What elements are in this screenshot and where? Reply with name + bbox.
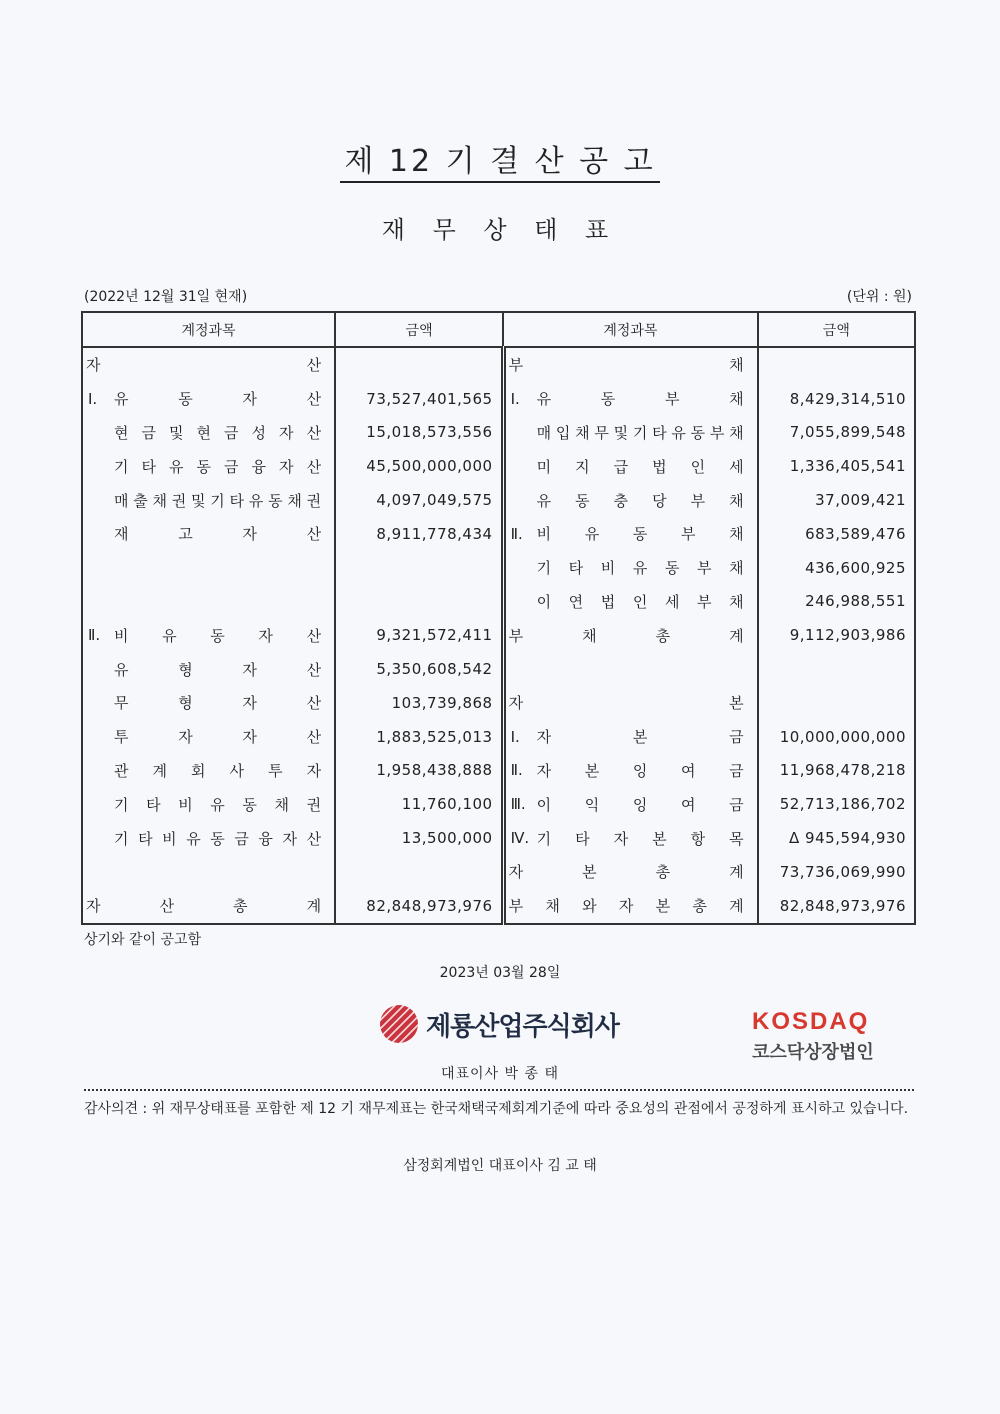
asset-account-cell (82, 686, 335, 720)
amount-cell: 52,713,186,702 (758, 787, 915, 821)
account-label (506, 861, 757, 882)
account-number (83, 423, 114, 441)
liability-equity-account-cell (503, 855, 758, 889)
account-number (506, 423, 537, 441)
amount-cell (335, 585, 503, 619)
table-row (82, 347, 915, 382)
as-of-date: (2022년 12월 31일 현재) (84, 289, 248, 305)
amount-cell: 8,429,314,510 (758, 382, 915, 416)
account-label (506, 726, 757, 747)
asset-account-cell (82, 551, 335, 585)
notice-date: 2023년 03월 28일 (439, 965, 561, 981)
liability-equity-account-cell (503, 416, 758, 450)
account-label (506, 828, 757, 849)
account-name: 미 지 급 법 인 세 (536, 457, 744, 476)
table-row (82, 720, 915, 754)
account-name: 무 형 자 산 (114, 694, 322, 713)
table-row (82, 416, 915, 450)
amount-cell: 37,009,421 (758, 483, 915, 517)
asset-account-cell (82, 585, 335, 619)
account-label (83, 490, 334, 511)
account-name: 유 동 충 당 부 채 (536, 491, 744, 510)
account-label (506, 422, 757, 443)
audit-opinion: 감사의견 : 위 재무상태표를 포함한 제 12 기 재무제표는 한국채택국제회계기준에 따라 중요성의 관점에서 공정하게 표시하고 있습니다. (84, 1101, 909, 1117)
account-name: 부 채 (508, 356, 744, 375)
asset-account-cell (82, 416, 335, 450)
account-name: 비 유 동 자 산 (114, 626, 322, 645)
amount-cell: 11,968,478,218 (758, 754, 915, 788)
account-label (83, 828, 334, 849)
asset-account-cell (82, 720, 335, 754)
table-row (82, 382, 915, 416)
account-number (506, 559, 537, 577)
liability-equity-account-cell (503, 821, 758, 855)
account-name: 매 출 채 권 및 기 타 유 동 채 권 (114, 491, 322, 510)
account-name: 관 계 회 사 투 자 (114, 761, 322, 780)
asset-account-cell (82, 483, 335, 517)
table-row (82, 652, 915, 686)
liability-equity-account-cell (503, 889, 758, 924)
account-label (506, 895, 757, 916)
statement-title: 재 무 상 태 표 (381, 216, 619, 244)
auditor-signature: 삼정회계법인 대표이사 김 교 태 (403, 1158, 597, 1174)
amount-cell: 13,500,000 (335, 821, 503, 855)
liability-equity-account-cell (503, 787, 758, 821)
account-name: 자 본 금 (536, 728, 744, 747)
account-number: Ⅰ. (88, 389, 98, 408)
table-row (82, 618, 915, 652)
account-label (83, 659, 334, 680)
amount-cell (335, 551, 503, 585)
asset-account-cell (82, 347, 335, 382)
account-number (83, 457, 114, 475)
asset-account-cell (82, 855, 335, 889)
account-name: 자 산 총 계 (86, 897, 322, 916)
account-name: 자 산 (86, 356, 322, 375)
account-label (83, 523, 334, 544)
header-amount: 금액 (335, 312, 503, 347)
amount-cell: 15,018,573,556 (335, 416, 503, 450)
liability-equity-account-cell (503, 382, 758, 416)
header-amount-2: 금액 (758, 312, 915, 347)
amount-cell: 436,600,925 (758, 551, 915, 585)
table-header (82, 312, 915, 347)
amount-cell: 9,112,903,986 (758, 618, 915, 652)
account-name: 자 본 잉 여 금 (536, 761, 744, 780)
account-name: 재 고 자 산 (114, 525, 322, 544)
liability-equity-account-cell (503, 483, 758, 517)
account-label (506, 625, 757, 646)
account-name: 기 타 비 유 동 채 권 (114, 795, 322, 814)
closing-text: 상기와 같이 공고함 (84, 932, 202, 948)
table-row (82, 686, 915, 720)
liability-equity-account-cell (503, 618, 758, 652)
asset-account-cell (82, 889, 335, 924)
amount-cell (758, 686, 915, 720)
header-account: 계정과목 (82, 312, 335, 347)
account-number: Ⅰ. (510, 389, 520, 408)
liability-equity-account-cell (503, 449, 758, 483)
amount-cell: 82,848,973,976 (335, 889, 503, 924)
amount-cell: 82,848,973,976 (758, 889, 915, 924)
account-label (83, 692, 334, 713)
account-number (506, 491, 537, 509)
table-row (82, 855, 915, 889)
account-name: 이 익 잉 여 금 (536, 795, 744, 814)
account-number (506, 457, 537, 475)
account-name: 기 타 자 본 항 목 (536, 829, 744, 848)
divider (84, 1089, 914, 1091)
company-ceo: 대표이사 박 종 태 (440, 1066, 560, 1082)
account-number (83, 660, 114, 678)
account-label (506, 557, 757, 578)
amount-cell: 9,321,572,411 (335, 618, 503, 652)
liability-equity-account-cell (503, 517, 758, 551)
asset-account-cell (82, 618, 335, 652)
account-name: 이 연 법 인 세 부 채 (536, 592, 744, 611)
unit-label: (단위 : 원) (846, 289, 912, 305)
account-number (506, 592, 537, 610)
account-name: 현 금 및 현 금 성 자 산 (114, 423, 322, 442)
account-label (506, 692, 757, 713)
liability-equity-account-cell (503, 551, 758, 585)
account-label (506, 794, 757, 815)
account-number (83, 829, 114, 847)
account-name: 투 자 자 산 (114, 728, 322, 747)
liability-equity-account-cell (503, 347, 758, 382)
amount-cell: 1,883,525,013 (335, 720, 503, 754)
account-name: 유 동 부 채 (536, 390, 744, 409)
company-name: 제룡산업주식회사 (426, 1011, 619, 1042)
kosdaq-wordmark: KOSDAQ (752, 1008, 870, 1035)
account-name: 자 본 총 계 (508, 863, 744, 882)
account-name: 부 채 와 자 본 총 계 (508, 897, 744, 916)
account-name: 유 동 자 산 (114, 390, 322, 409)
account-name: 매 입 채 무 및 기 타 유 동 부 채 (536, 423, 744, 442)
account-label (83, 794, 334, 815)
account-number (83, 795, 114, 813)
table-row (82, 821, 915, 855)
balance-sheet-table (81, 311, 916, 925)
account-number: Ⅳ. (510, 829, 530, 848)
account-label (506, 388, 757, 409)
amount-cell: 45,500,000,000 (335, 449, 503, 483)
asset-account-cell (82, 517, 335, 551)
account-label (506, 490, 757, 511)
amount-cell: 73,527,401,565 (335, 382, 503, 416)
liability-equity-account-cell (503, 754, 758, 788)
amount-cell: 246,988,551 (758, 585, 915, 619)
account-name: 기 타 비 유 동 금 융 자 산 (114, 829, 322, 848)
account-number (83, 694, 114, 712)
liability-equity-account-cell (503, 652, 758, 686)
account-number: Ⅰ. (510, 727, 520, 746)
amount-cell: 1,958,438,888 (335, 754, 503, 788)
amount-cell: 1,336,405,541 (758, 449, 915, 483)
amount-cell: 11,760,100 (335, 787, 503, 821)
account-name: 부 채 총 계 (508, 626, 744, 645)
asset-account-cell (82, 449, 335, 483)
amount-cell: 5,350,608,542 (335, 652, 503, 686)
account-label (506, 354, 757, 375)
table-row (82, 449, 915, 483)
kosdaq-label: 코스닥상장법인 (752, 1042, 874, 1063)
account-number (83, 728, 114, 746)
amount-cell: 683,589,476 (758, 517, 915, 551)
table-row (82, 754, 915, 788)
account-number (83, 761, 114, 779)
account-label (83, 895, 334, 916)
amount-cell: 73,736,069,990 (758, 855, 915, 889)
amount-cell: 10,000,000,000 (758, 720, 915, 754)
account-number: Ⅲ. (510, 795, 526, 814)
account-label (506, 591, 757, 612)
notice-title: 제 12 기 결 산 공 고 (0, 136, 1000, 180)
amount-cell: Δ 945,594,930 (758, 821, 915, 855)
company-logo (380, 1005, 619, 1043)
account-label (83, 625, 334, 646)
account-number (83, 491, 114, 509)
account-name: 비 유 동 부 채 (536, 525, 744, 544)
amount-cell: 8,911,778,434 (335, 517, 503, 551)
asset-account-cell (82, 821, 335, 855)
liability-equity-account-cell (503, 720, 758, 754)
table-row (82, 889, 915, 924)
account-label (83, 456, 334, 477)
amount-cell: 4,097,049,575 (335, 483, 503, 517)
liability-equity-account-cell (503, 585, 758, 619)
account-name: 유 형 자 산 (114, 660, 322, 679)
account-number: Ⅱ. (510, 524, 523, 543)
account-label (83, 726, 334, 747)
table-row (82, 585, 915, 619)
account-number (83, 525, 114, 543)
account-name: 기 타 유 동 금 융 자 산 (114, 457, 322, 476)
amount-cell: 7,055,899,548 (758, 416, 915, 450)
header-account-2: 계정과목 (503, 312, 758, 347)
asset-account-cell (82, 754, 335, 788)
amount-cell: 103,739,868 (335, 686, 503, 720)
account-name: 자 본 (508, 694, 744, 713)
table-row (82, 517, 915, 551)
asset-account-cell (82, 382, 335, 416)
table-row (82, 551, 915, 585)
account-label (506, 760, 757, 781)
company-logo-icon (380, 1005, 418, 1043)
kosdaq-logo (752, 1008, 874, 1064)
asset-account-cell (82, 787, 335, 821)
account-name: 기 타 비 유 동 부 채 (536, 559, 744, 578)
amount-cell (758, 652, 915, 686)
amount-cell (758, 347, 915, 382)
account-label (506, 456, 757, 477)
account-label (83, 760, 334, 781)
account-label (506, 523, 757, 544)
account-number: Ⅱ. (510, 761, 523, 780)
amount-cell (335, 855, 503, 889)
account-label (83, 354, 334, 375)
table-row (82, 787, 915, 821)
account-label (83, 422, 334, 443)
table-row (82, 483, 915, 517)
asset-account-cell (82, 652, 335, 686)
amount-cell (335, 347, 503, 382)
account-number: Ⅱ. (88, 626, 101, 645)
account-label (83, 388, 334, 409)
liability-equity-account-cell (503, 686, 758, 720)
